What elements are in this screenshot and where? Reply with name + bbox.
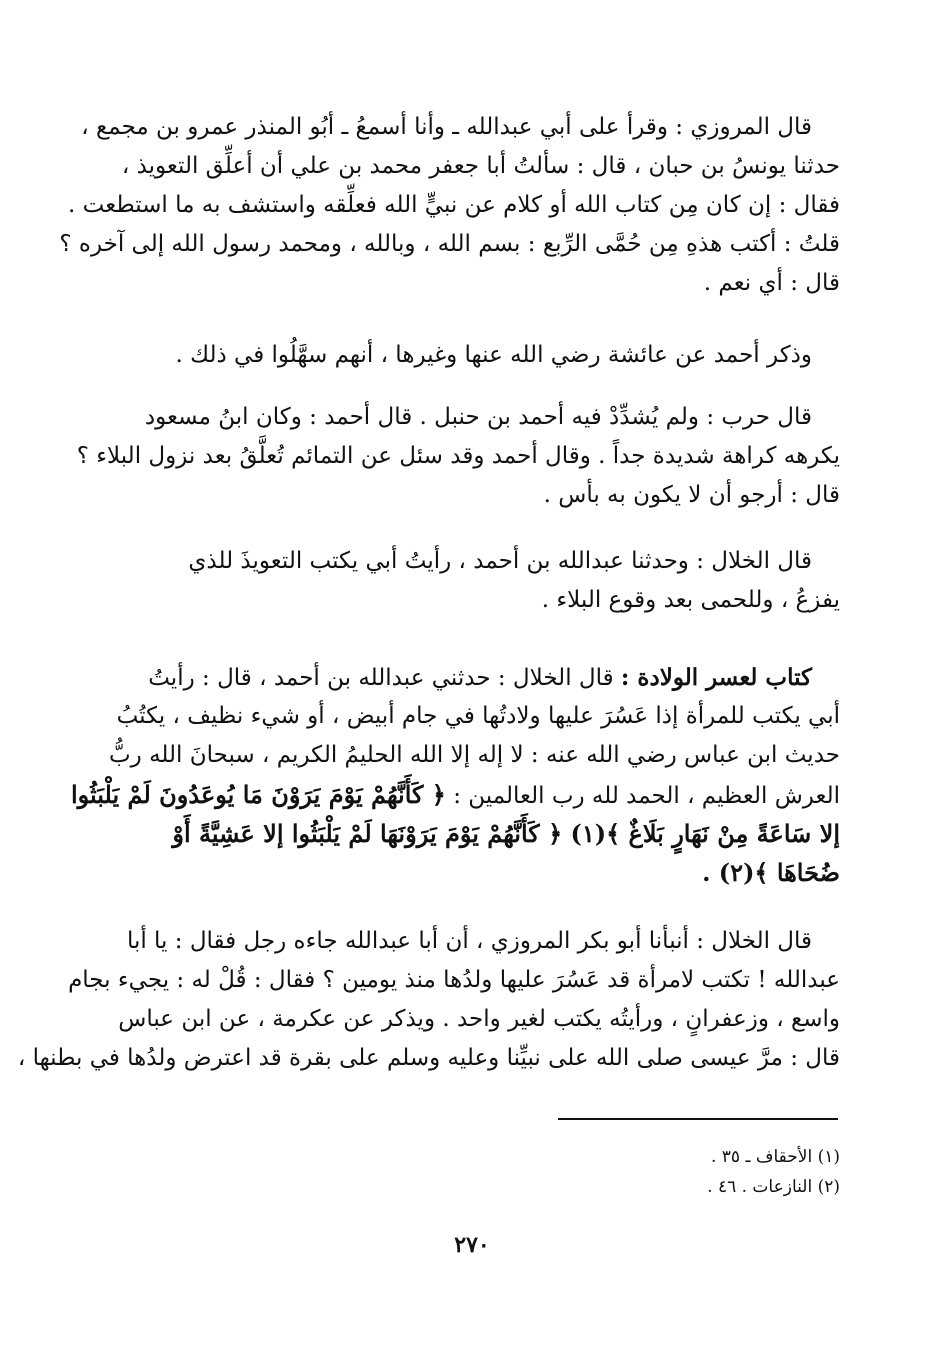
paragraph-aisha	[130, 336, 840, 375]
text-line: قال المروزي : وقرأ على أبي عبدالله ـ وأنا أسمعُ ـ أبُو المنذر عمرو بن مجمع ،	[81, 114, 812, 140]
text-line: قال : أي نعم .	[703, 270, 840, 296]
page-number: ٢٧٠	[454, 1232, 490, 1258]
paragraph-childbirth	[70, 658, 840, 892]
text-line: قال حرب : ولم يُشدِّدْ فيه أحمد بن حنبل . قال أحمد : وكان ابنُ مسعود	[144, 404, 812, 430]
text-line: عبدالله ! تكتب لامرأة قد عَسُرَ عليها ولدُها منذ يومين ؟ فقال : قُلْ له : يجيء بجام	[68, 967, 840, 993]
text-line: أبي يكتب للمرأة إذا عَسُرَ عليها ولادتُها في جام أبيض ، أو شيء نظيف ، يكتُبُ	[116, 703, 840, 729]
text-line: حديث ابن عباس رضي الله عنه : لا إله إلا الله الحليمُ الكريم ، سبحانَ الله ربُّ	[109, 742, 840, 768]
footnote-1: (١) الأحقاف ـ ٣٥ .	[710, 1147, 840, 1167]
paragraph-khallal-1	[130, 542, 840, 620]
text-line: حدثنا يونسُ بن حبان ، قال : سألتُ أبا جعفر محمد بن علي أن أعلِّق التعويذ ،	[121, 153, 840, 179]
paragraph-marwazi	[59, 108, 840, 303]
quran-verse: ضُحَاهَا ﴾(٢) .	[702, 858, 840, 887]
quran-verse: إلا سَاعَةً مِنْ نَهَارٍ بَلَاغٌ ﴾(١) ﴿ كَأَنَّهُمْ يَوْمَ يَرَوْنَهَا لَمْ يَلْبَثُوا إلا عَشِيَّةً أَوْ	[172, 819, 840, 848]
text-line: يكرهه كراهة شديدة جداً . وقال أحمد وقد سئل عن التمائم تُعلَّقُ بعد نزول البلاء ؟	[76, 443, 840, 469]
text-line: قال الخلال : وحدثنا عبدالله بن أحمد ، رأيتُ أبي يكتب التعويذَ للذي	[188, 548, 812, 574]
text-line	[70, 775, 840, 814]
footnote-divider	[558, 1118, 838, 1120]
footnotes	[500, 1142, 840, 1202]
text-line: يفزعُ ، وللحمى بعد وقوع البلاء .	[541, 587, 840, 613]
quran-verse: ﴿ كَأَنَّهُمْ يَوْمَ يَرَوْنَ مَا يُوعَدُونَ لَمْ يَلْبَثُوا	[70, 780, 446, 809]
paragraph-harb	[76, 398, 840, 515]
text-line	[130, 658, 840, 697]
section-heading: كتاب لعسر الولادة :	[620, 664, 812, 691]
text-fragment: قال الخلال : حدثني عبدالله بن أحمد ، قال : رأيتُ	[148, 665, 614, 691]
text-line: قال : أرجو أن لا يكون به بأس .	[543, 482, 840, 508]
text-line: وذكر أحمد عن عائشة رضي الله عنها وغيرها ، أنهم سهَّلُوا في ذلك .	[175, 342, 812, 368]
text-line: قال الخلال : أنبأنا أبو بكر المروزي ، أن أبا عبدالله جاءه رجل فقال : يا أبا	[126, 928, 812, 954]
text-line: واسع ، وزعفرانٍ ، ورأيتُه يكتب لغير واحد . ويذكر عن عكرمة ، عن ابن عباس	[118, 1006, 840, 1032]
text-line: قال : مرَّ عيسى صلى الله على نبيِّنا وعليه وسلم على بقرة قد اعترض ولدُها في بطنها ،	[17, 1045, 840, 1071]
text-line: قلتُ : أكتب هذهِ مِن حُمَّى الرِّبع : بسم الله ، وبالله ، ومحمد رسول الله إلى آخره ؟	[59, 231, 840, 257]
text-fragment: العرش العظيم ، الحمد لله رب العالمين :	[453, 783, 840, 809]
footnote-2: (٢) النازعات . ٤٦ .	[707, 1177, 840, 1197]
text-line: فقال : إن كان مِن كتاب الله أو كلام عن نبيٍّ الله فعلِّقه واستشف به ما استطعت .	[68, 192, 840, 218]
paragraph-khallal-2	[17, 922, 840, 1078]
